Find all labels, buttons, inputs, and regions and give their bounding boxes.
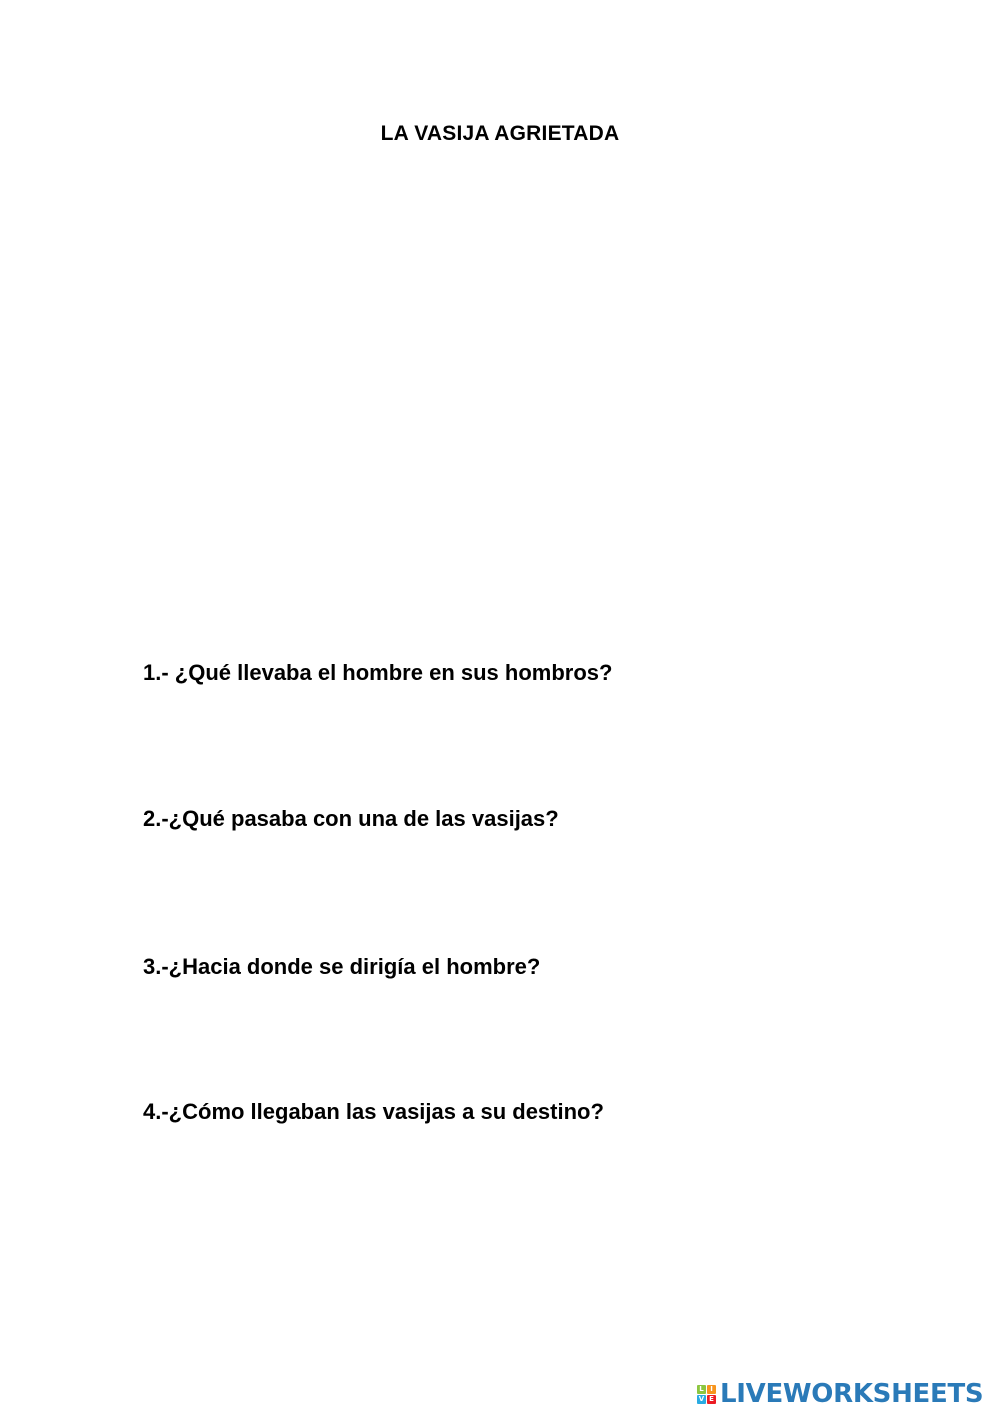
liveworksheets-brand-text: LIVEWORKSHEETS — [720, 1379, 984, 1409]
question-3: 3.-¿Hacia donde se dirigía el hombre? — [143, 954, 541, 979]
question-2: 2.-¿Qué pasaba con una de las vasijas? — [143, 806, 559, 831]
question-1: 1.- ¿Qué llevaba el hombre en sus hombros? — [143, 660, 613, 685]
logo-tile-i: I — [707, 1385, 716, 1394]
liveworksheets-watermark — [697, 1379, 983, 1409]
logo-tile-l: L — [697, 1385, 706, 1394]
logo-tile-v: V — [698, 1394, 705, 1403]
logo-tile-e: E — [707, 1395, 716, 1404]
liveworksheets-logo-icon — [697, 1385, 716, 1404]
question-4: 4.-¿Cómo llegaban las vasijas a su destino? — [143, 1099, 604, 1124]
worksheet-title: LA VASIJA AGRIETADA — [380, 122, 620, 145]
